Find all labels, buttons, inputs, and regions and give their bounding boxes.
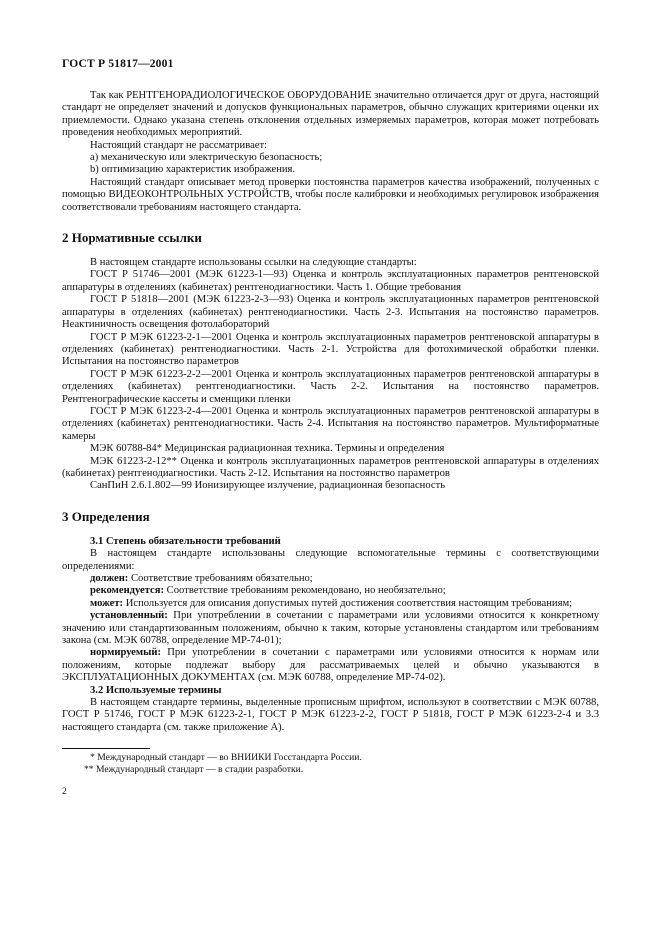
reference-item: ГОСТ Р МЭК 61223-2-2—2001 Оценка и контроль эксплуатационных параметров рентгеновской аппаратуры в отделениях (кабинетах) рентгенодиагностики. Часть 2-2. Испытания на постоянство параметров. Рентгенографические кассеты и сменщики пленки — [62, 368, 599, 405]
intro-section — [62, 90, 599, 214]
term-text: Соответствие требованиям рекомендовано, но необязательно; — [164, 585, 446, 597]
footnote-divider — [62, 748, 150, 749]
list-item: b) оптимизацию характеристик изображения. — [90, 164, 296, 176]
reference-paragraph: В настоящем стандарте использованы ссылки на следующие стандарты: — [90, 257, 417, 269]
subsection-3-2-title: 3.2 Используемые термины — [90, 684, 222, 696]
section-3-title: 3 Определения — [62, 508, 150, 524]
term-definition — [62, 573, 599, 585]
reference-item: ГОСТ Р МЭК 61223-2-1—2001 Оценка и контроль эксплуатационных параметров рентгеновской аппаратуры в отделениях (кабинетах) рентгенодиагностики. Часть 2-1. Устройства для фотохимической обработки пленки. Испытания на постоянство параметров — [62, 331, 599, 368]
term-label: рекомендуется: — [90, 585, 165, 597]
footnote: ** Международный стандарт — в стадии разработки. — [84, 763, 304, 775]
reference-item: СанПиН 2.6.1.802—99 Ионизирующее излучение, радиационная безопасность — [90, 480, 446, 492]
term-definition — [62, 585, 599, 597]
definitions-intro: В настоящем стандарте использованы следующие вспомогательные термины с соответствующими определениями: — [62, 548, 599, 572]
term-label: установленный: — [90, 610, 168, 622]
reference-item: ГОСТ Р 51818—2001 (МЭК 61223-2-3—93) Оценка и контроль эксплуатационных параметров рентгеновской аппаратуры в отделениях (кабинетах) рентгенодиагностики. Часть 2-3. Испытания на постоянство параметров. Неактиничность освещения фотолабораторий — [62, 294, 599, 331]
term-text: Соответствие требованиям обязательно; — [128, 573, 313, 584]
reference-item: МЭК 61223-2-12** Оценка и контроль эксплуатационных параметров рентгеновской аппаратуры в отделениях (кабинетах) рентгенодиагностики. Часть 2-12. Испытания на постоянство параметров — [62, 455, 599, 479]
page-number: 2 — [62, 786, 67, 798]
list-item: a) механическую или электрическую безопасность; — [90, 152, 323, 164]
term-label: должен: — [90, 573, 129, 584]
reference-item: ГОСТ Р МЭК 61223-2-4—2001 Оценка и контроль эксплуатационных параметров рентгеновской аппаратуры в отделениях (кабинетах) рентгенодиагностики. Часть 2-4. Испытания на постоянство параметров. Мультиформатные камеры — [62, 405, 599, 442]
term-text: При употреблении в сочетании с параметрами или условиями относится к конкретному значению или стандартизованным положениям, обычно к таким, которые установлены стандартом или требованиям закона (см. МЭК 60788, определение MP-74-01); — [62, 610, 599, 647]
subsection-3-1-title: 3.1 Степень обязательности требований — [90, 535, 281, 547]
intro-paragraph: Так как РЕНТГЕНОРАДИОЛОГИЧЕСКОЕ ОБОРУДОВАНИЕ значительно отличается друг от друга, настоящий стандарт не определяет значений и допусков функциональных параметров, обычно служащих критериями оценки их приемлемости. Однако указана степень отклонения отдельных измеряемых параметров, которая может потребовать проведения необходимых мероприятий. — [62, 90, 599, 139]
terms-used-paragraph: В настоящем стандарте термины, выделенные прописным шрифтом, используют в соответствии с МЭК 60788, ГОСТ Р 51746, ГОСТ Р МЭК 61223-2-1, ГОСТ Р МЭК 61223-2-2, ГОСТ Р 51818, ГОСТ Р МЭК 61223-2-4 и 3.3 настоящего стандарта (см. также приложение А). — [62, 697, 599, 733]
intro-paragraph: Настоящий стандарт не рассматривает: — [90, 139, 268, 151]
term-label: нормируемый: — [90, 647, 161, 659]
term-definition — [62, 647, 599, 684]
footnote: * Международный стандарт — во ВНИИКИ Госстандарта России. — [90, 752, 362, 764]
term-definition — [62, 610, 599, 647]
term-definition — [62, 598, 599, 610]
term-label: может: — [90, 597, 124, 609]
definitions-section — [62, 536, 599, 735]
document-header: ГОСТ Р 51817—2001 — [62, 58, 174, 70]
term-text: При употреблении в сочетании с параметрами или условиями относится к нормам или положениям, которые подлежат выбору для рассматриваемых целей и обычно указываются в ЭКСПЛУАТАЦИОННЫХ ДОКУМЕНТАХ (см. МЭК 60788, определение MP-74-02). — [62, 647, 599, 684]
normative-references — [62, 257, 599, 493]
intro-paragraph: Настоящий стандарт описывает метод проверки постоянства параметров качества изображений, полученных с помощью ВИДЕОКОНТРОЛЬНЫХ УСТРОЙСТВ, чтобы после калибровки и необходимых регулировок изображения соответствовали требованиям настоящего стандарта. — [62, 176, 599, 213]
document-page — [62, 58, 599, 797]
reference-item: ГОСТ Р 51746—2001 (МЭК 61223-1—93) Оценка и контроль эксплуатационных параметров рентгеновской аппаратуры в отделениях (кабинетах) рентгенодиагностики. Часть 1. Общие требования — [62, 269, 599, 293]
section-2-title: 2 Нормативные ссылки — [62, 230, 202, 246]
reference-item: МЭК 60788-84* Медицинская радиационная техника. Термины и определения — [90, 443, 445, 455]
term-text: Используется для описания допустимых путей достижения соответствия настоящим требованиям; — [123, 597, 573, 609]
